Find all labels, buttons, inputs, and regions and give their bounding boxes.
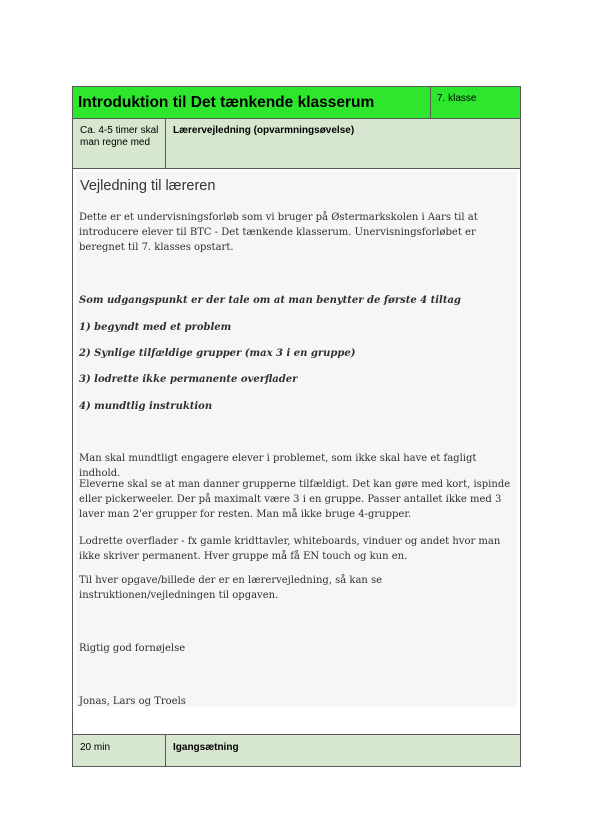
step-item: 1) begyndt med et problem — [79, 322, 232, 333]
footer-row — [73, 734, 520, 766]
guide-label: Lærervejledning (opvarmningsøvelse) — [173, 125, 355, 136]
content-area — [73, 169, 520, 734]
step-item: 4) mundtlig instruktion — [79, 401, 213, 412]
page-title: Introduktion til Det tænkende klasserum — [78, 94, 375, 111]
phase-label: Igangsætning — [173, 742, 239, 753]
body-paragraph: Eleverne skal se at man danner grupperne tilfældigt. Det kan gøre med kort, ispinde eller pickerweeler. Der på maximalt være 3 i en gruppe. Passer antallet ikke med 3 laver man 2'er grupper for resten. Man må ikke bruge 4-grupper. — [79, 479, 511, 520]
intro-paragraph: Dette er et undervisningsforløb som vi bruger på Østermarkskolen i Aars til at introducere elever til BTC - Det tænkende klasserum. Unervisningsforløbet er beregnet til 7. klasses opstart. — [79, 212, 478, 253]
meta-row — [73, 119, 520, 169]
grade-cell — [431, 87, 520, 118]
body-paragraph: Man skal mundtligt engagere elever i problemet, som ikke skal have et fagligt indhold. — [79, 453, 477, 479]
signature-text: Jonas, Lars og Troels — [79, 696, 186, 707]
time-estimate: Ca. 4-5 timer skal man regne med — [80, 125, 159, 148]
title-row — [73, 87, 520, 119]
content-panel — [76, 172, 517, 707]
section-heading: Vejledning til læreren — [80, 178, 216, 194]
step-item: 2) Synlige tilfældige grupper (max 3 i en gruppe) — [79, 348, 356, 359]
time-estimate-cell — [73, 119, 166, 168]
duration-label: 20 min — [80, 742, 111, 753]
guide-cell — [166, 119, 520, 168]
step-item: 3) lodrette ikke permanente overflader — [79, 374, 298, 385]
title-cell — [73, 87, 431, 118]
duration-cell — [73, 735, 166, 766]
body-paragraph: Lodrette overflader - fx gamle kridttavler, whiteboards, vinduer og andet hvor man ikke skriver permanent. Hver gruppe må få EN touch og kun en. — [79, 536, 501, 562]
grade-label: 7. klasse — [437, 93, 477, 104]
starting-point-text: Som udgangspunkt er der tale om at man benytter de første 4 tiltag — [79, 295, 461, 306]
phase-cell — [166, 735, 520, 766]
body-paragraph: Til hver opgave/billede der er en lærervejledning, så kan se instruktionen/vejledningen til opgaven. — [79, 575, 383, 601]
closing-text: Rigtig god fornøjelse — [79, 643, 186, 654]
lesson-plan-table — [72, 86, 521, 767]
